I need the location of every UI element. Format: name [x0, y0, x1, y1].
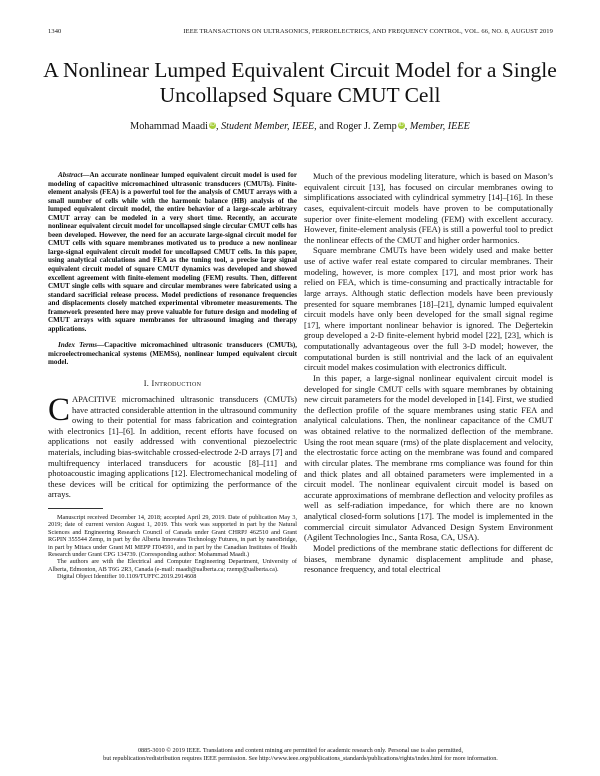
body-paragraph: In this paper, a large-signal nonlinear equivalent circuit model is developed for single CMUT cells with square membranes by obtaining new circuit parameters for the model developed in [14]. First, we studied the deflection profile of the square membranes using static FEA and analytical calculations. Then, the nonlinear capacitance of the CMUT was obtained relative to the normalized deflection of the membrane. Using the root mean square (rms) of the plate displacement and velocity, the electrostatic force acting on the membrane was found and compared with circular plates. The membrane rms compliance was found for thin and thick plates and all obtained parameters were implemented in a circuit model. The nonlinear equivalent circuit model is based on accurate approximations of membrane deflection and velocity profiles as well as self-radiation impedance, for which there are no known analytical closed-form solutions [17]. The model is implemented in the commercial circuit simulator Advanced Design System Environment (Agilent Technologies Inc., Santa Rosa, CA, USA). — [304, 372, 553, 543]
footnote-doi[interactable]: Digital Object Identifier 10.1109/TUFFC.2019.2914608 — [57, 573, 197, 581]
author-and: and — [316, 121, 337, 132]
author1-name: Mohammad Maadi — [130, 121, 208, 132]
author2-role: , Member, IEEE — [404, 121, 470, 132]
running-header — [48, 28, 553, 35]
author-line — [40, 121, 560, 132]
section-number: I. — [143, 379, 152, 389]
left-column — [48, 171, 297, 581]
index-terms — [48, 341, 297, 367]
copyright-notice — [48, 747, 553, 762]
section-title: Introduction — [151, 379, 202, 389]
index-terms-label: Index Terms— — [58, 341, 105, 350]
body-paragraph: Model predictions of the membrane static deflections for different dc biases, membrane dynamic displacement amplitude and phase, resonance frequency, and total electrical — [304, 542, 553, 575]
paper-title: A Nonlinear Lumped Equivalent Circuit Model for a Single Uncollapsed Square CMUT Cell — [43, 58, 557, 107]
intro-paragraph — [48, 394, 297, 500]
abstract-text: An accurate nonlinear lumped equivalent circuit model is used for modeling of capacitive micromachined ultrasonic transducers (CMUTs). Finite-element analysis (FEA) is a powerful tool for the analysis of CMUT arrays with a small number of cells while with the harmonic balance (HB) analysis of the lumped equivalent circuit model, the entire behavior of a large-scale arbitrary CMUT array can be modeled in a very short time. Recently, an accurate nonlinear equivalent circuit model for uncollapsed single circular CMUT cells has been developed. However, the need for an accurate large-signal circuit model for CMUT cells with square membranes motivated us to produce a new nonlinear large-signal equivalent circuit model for uncollapsed CMUT cells. In this paper, using analytical calculations and FEA as the tuning tool, a precise large signal equivalent circuit model of square CMUT dynamics was developed and showed excellent agreement with finite-element modeling (FEM) results. Then, different CMUT single cells with square and circular membranes were fabricated using a standard sacrificial release process. Model predictions of resonance frequencies and displacements closely matched experimental vibrometer measurements. The framework presented here may prove valuable for future design and modeling of CMUT arrays with square membranes for ultrasound imaging and therapy applications. — [48, 171, 297, 333]
footnote-rule — [48, 508, 103, 509]
abstract — [48, 171, 297, 333]
orcid-icon[interactable]: iD — [210, 122, 215, 128]
journal-name: IEEE TRANSACTIONS ON ULTRASONICS, FERROELECTRICS, AND FREQUENCY CONTROL, VOL. 66, NO. 8, AUGUST 2019 — [183, 28, 553, 35]
author2-name: Roger J. Zemp — [336, 121, 397, 132]
orcid-icon[interactable]: iD — [398, 122, 404, 128]
index-terms-text: Capacitive micromachined ultrasonic transducers (CMUTs), microelectromechanical systems (MEMSs), nonlinear lumped equivalent circuit model. — [48, 341, 297, 367]
section-heading-introduction — [48, 379, 297, 388]
copyright-line[interactable]: but republication/redistribution requires IEEE permission. See http://www.ieee.org/publications_standards/publications/rights/index.html for more information. — [103, 754, 498, 762]
intro-text: micromachined ultrasonic transducers (CMUTs) have attracted considerable attention in the ultrasound community owing to their potential for mass fabrication and cointegration with electronics [1]–[6]. In addition, recent efforts have focused on applications not easily addressed with conventional piezoelectric materials, including bias-switchable crossed-electrode 2-D arrays [7] and multifrequency interlaced transducers for acoustic [8]–[11] and photoacoustic imaging applications [12]. Electromechanical modeling of these devices will be critical for optimizing the performance of the arrays. — [48, 394, 297, 500]
page-number: 1340 — [48, 28, 62, 35]
drop-cap: C — [48, 392, 71, 429]
intro-first-word: APACITIVE — [72, 394, 117, 405]
right-column — [304, 171, 553, 575]
body-paragraph: Square membrane CMUTs have been widely used and make better use of active wafer real estate compared to circular membranes. Their modeling, however, is more complex [17], and most prior work has relied on FEA, which is time-consuming and practically intractable for large arrays. Although static deflection models have been previously presented for square membranes [18]–[21], dynamic lumped equivalent circuit models have only been developed for the small signal regime [17], where important nonlinear behavior is ignored. The Değertekin group developed a 2-D finite-element hybrid model [22], [23], which is computationally advantageous over the full 3-D model; however, the computational burden is still nontrivial and the lack of an equivalent circuit model makes cosimulation with electronics difficult. — [304, 245, 553, 373]
body-paragraph: Much of the previous modeling literature, which is based on Mason’s equivalent circuit [13], has focused on circular membranes owing to simplifications associated with cylindrical symmetry [14]–[16]. In these cases, equivalent-circuit models have proven to be computationally superior over finite-element modeling (FEM) with excellent accuracy. However, finite-element analysis (FEA) is still a powerful tool to predict the nonlinear effects of the CMUT and higher order harmonics. — [304, 171, 553, 245]
author1-role: , Student Member, IEEE, — [215, 121, 317, 132]
abstract-label: Abstract— — [58, 171, 90, 179]
copyright-line: 0885-3010 © 2019 IEEE. Translations and content mining are permitted for academic research only. Personal use is also permitted, — [137, 747, 464, 754]
footnote-manuscript: Manuscript received December 14, 2018; accepted April 29, 2019. Date of publication May 3, 2019; date of current version August 1, 2019. This work was supported in part by the Natural Sciences and Engineering Research Council of Canada under Grant CHRPJ 462510 and Grant RGPIN 355544 Zemp, in part by the Alberta Innovates Technology Futures, in part by nanoBridge, in part by Mitacs under Grant MI MEPP IT04591, and in part by the Canadian Institutes of Health Research under Grant CPG 134739. (Corresponding author: Mohammad Maadi.) — [48, 513, 297, 558]
footnote-affiliation: The authors are with the Electrical and Computer Engineering Department, University of Alberta, Edmonton, AB T6G 2R3, Canada (e-mail: maadi@ualberta.ca; rzemp@ualberta.ca). — [48, 558, 297, 573]
